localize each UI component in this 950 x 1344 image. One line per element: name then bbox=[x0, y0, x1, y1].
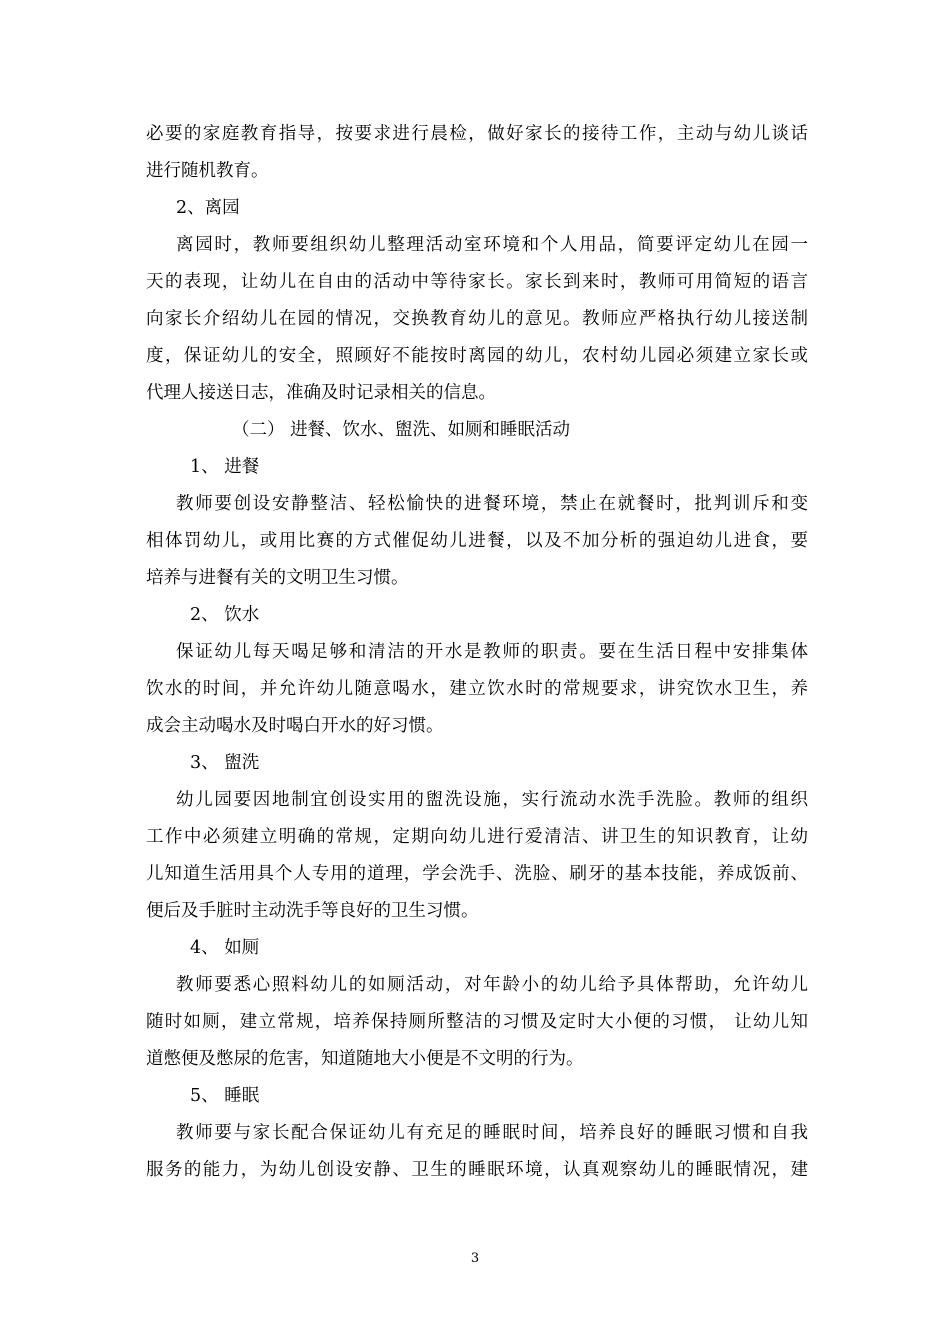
subsection-heading-water: 2、 饮水 bbox=[190, 605, 260, 625]
paragraph-line: 天的表现，让幼儿在自由的活动中等待家长。家长到来时，教师可用简短的语言 bbox=[146, 272, 808, 292]
paragraph-line: 幼儿园要因地制宜创设实用的盥洗设施，实行流动水洗手洗脸。教师的组织 bbox=[176, 790, 808, 810]
paragraph-line: 向家长介绍幼儿在园的情况，交换教育幼儿的意见。教师应严格执行幼儿接送制 bbox=[146, 309, 808, 329]
paragraph-line: 教师要创设安静整洁、轻松愉快的进餐环境，禁止在就餐时，批判训斥和变 bbox=[176, 494, 808, 514]
paragraph-line: 工作中必须建立明确的常规，定期向幼儿进行爱清洁、讲卫生的知识教育，让幼 bbox=[146, 827, 808, 847]
body-text bbox=[146, 116, 808, 1189]
section-heading: （二） 进餐、饮水、盥洗、如厕和睡眠活动 bbox=[232, 420, 571, 440]
page-number: 3 bbox=[470, 1251, 480, 1266]
paragraph-line: 代理人接送日志，准确及时记录相关的信息。 bbox=[146, 383, 496, 403]
paragraph-line: 成会主动喝水及时喝白开水的好习惯。 bbox=[146, 716, 444, 736]
paragraph-line: 服务的能力，为幼儿创设安静、卫生的睡眠环境，认真观察幼儿的睡眠情况，建 bbox=[146, 1160, 808, 1180]
paragraph-line: 教师要与家长配合保证幼儿有充足的睡眠时间，培养良好的睡眠习惯和自我 bbox=[176, 1123, 808, 1143]
paragraph-line: 进行随机教育。 bbox=[146, 161, 269, 181]
paragraph-line: 便后及手脏时主动洗手等良好的卫生习惯。 bbox=[146, 901, 479, 921]
paragraph-line: 保证幼儿每天喝足够和清洁的开水是教师的职责。要在生活日程中安排集体 bbox=[176, 642, 808, 662]
paragraph-line: 培养与进餐有关的文明卫生习惯。 bbox=[146, 568, 409, 588]
paragraph-line: 随时如厕，建立常规，培养保持厕所整洁的习惯及定时大小便的习惯， 让幼儿知 bbox=[146, 1012, 808, 1032]
paragraph-line: 离园时，教师要组织幼儿整理活动室环境和个人用品，简要评定幼儿在园一 bbox=[176, 235, 808, 255]
subsection-heading-sleep: 5、 睡眠 bbox=[190, 1086, 260, 1106]
paragraph-line: 教师要悉心照料幼儿的如厕活动，对年龄小的幼儿给予具体帮助，允许幼儿 bbox=[176, 975, 808, 995]
subsection-heading-toilet: 4、 如厕 bbox=[190, 938, 260, 958]
subsection-heading-washing: 3、 盥洗 bbox=[190, 753, 260, 773]
paragraph-line: 道憋便及憋尿的危害，知道随地大小便是不文明的行为。 bbox=[146, 1049, 584, 1069]
paragraph-line: 饮水的时间，并允许幼儿随意喝水，建立饮水时的常规要求，讲究饮水卫生，养 bbox=[146, 679, 808, 699]
subsection-heading-leave: 2、离园 bbox=[176, 198, 240, 218]
subsection-heading-meal: 1、 进餐 bbox=[190, 457, 260, 477]
paragraph-line: 儿知道生活用具个人专用的道理，学会洗手、洗脸、刷牙的基本技能，养成饭前、 bbox=[146, 864, 808, 884]
paragraph-line: 度，保证幼儿的安全，照顾好不能按时离园的幼儿，农村幼儿园必须建立家长或 bbox=[146, 346, 808, 366]
paragraph-line: 必要的家庭教育指导，按要求进行晨检，做好家长的接待工作，主动与幼儿谈话 bbox=[146, 124, 808, 144]
paragraph-line: 相体罚幼儿，或用比赛的方式催促幼儿进餐，以及不加分析的强迫幼儿进食，要 bbox=[146, 531, 808, 551]
